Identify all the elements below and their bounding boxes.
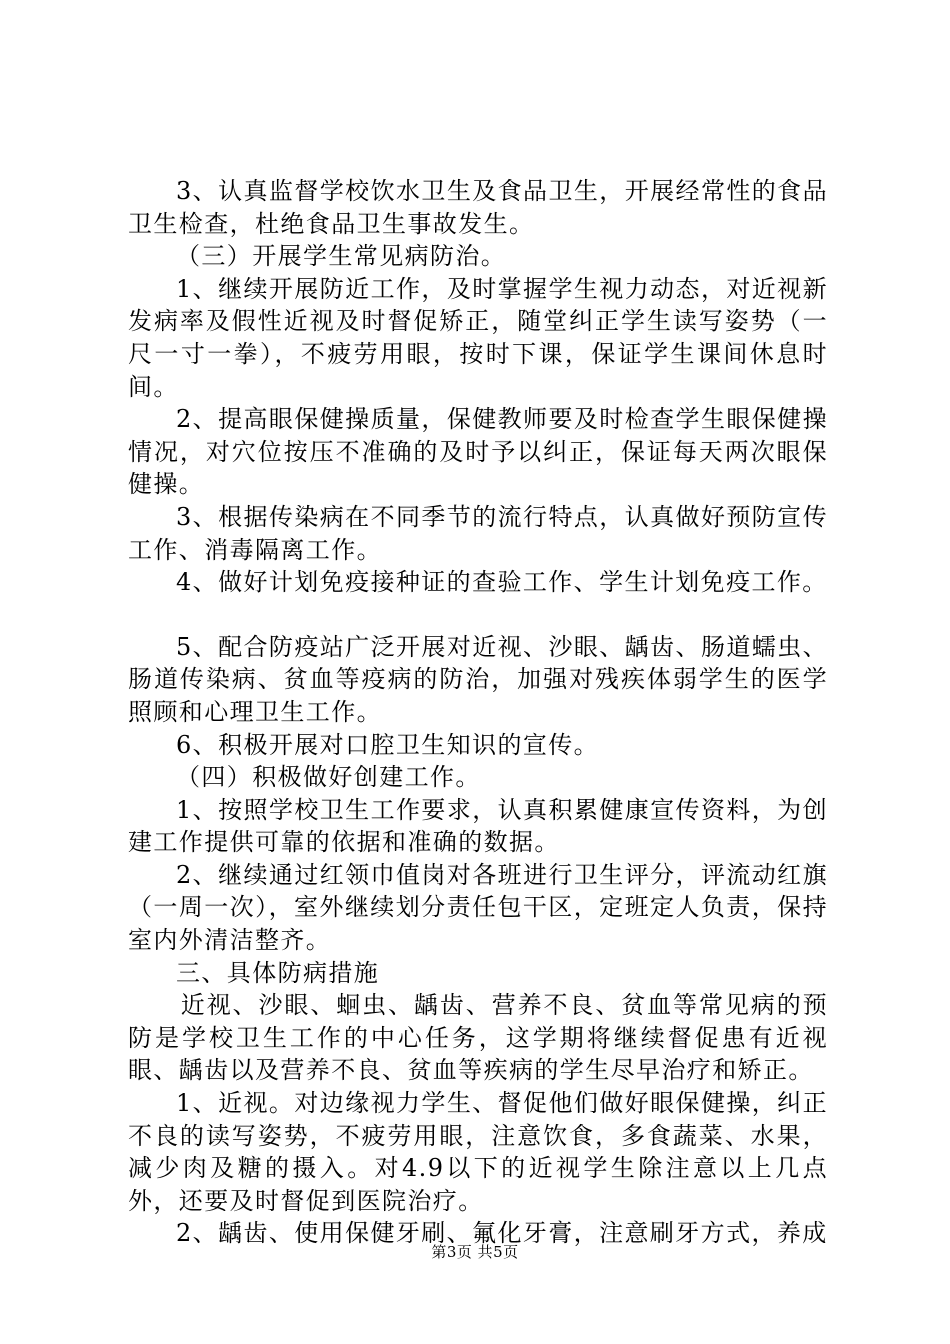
heading-prevention-measures: 三、具体防病措施: [176, 958, 380, 987]
paragraph-health-materials: 1、按照学校卫生工作要求，认真积累健康宣传资料，为创建工作提供可靠的依据和准确的数据。: [128, 795, 828, 857]
paragraph-water-food-hygiene: 3、认真监督学校饮水卫生及食品卫生，开展经常性的食品卫生检查，杜绝食品卫生事故发生。: [128, 177, 828, 238]
heading-creation-work: （四）积极做好创建工作。: [176, 763, 481, 792]
paragraph-eye-exercise: 2、提高眼保健操质量，保健教师要及时检查学生眼保健操情况，对穴位按压不准确的及时予以纠正，保证每天两次眼保健操。: [128, 405, 828, 499]
paragraph-vaccination: 4、做好计划免疫接种证的查验工作、学生计划免疫工作。: [176, 568, 828, 597]
heading-common-disease-prevention: （三）开展学生常见病防治。: [176, 242, 507, 271]
page-footer: 第3页 共5页: [431, 1243, 519, 1261]
paragraph-myopia-prevention: 1、继续开展防近工作，及时掌握学生视力动态，对近视新发病率及假性近视及时督促矫正，随堂纠正学生读写姿势（一尺一寸一拳），不疲劳用眼，按时下课，保证学生课间休息时间。: [128, 274, 828, 401]
paragraph-epidemic-station: 5、配合防疫站广泛开展对近视、沙眼、龋齿、肠道蠕虫、肠道传染病、贫血等疫病的防治，加强对残疾体弱学生的医学照顾和心理卫生工作。: [128, 632, 828, 726]
paragraph-central-task: 近视、沙眼、蛔虫、龋齿、营养不良、贫血等常见病的预防是学校卫生工作的中心任务，这学期将继续督促患有近视眼、龋齿以及营养不良、贫血等疾病的学生尽早治疗和矫正。: [128, 991, 828, 1085]
paragraph-infectious-disease: 3、根据传染病在不同季节的流行特点，认真做好预防宣传工作、消毒隔离工作。: [128, 502, 828, 564]
paragraph-oral-hygiene: 6、积极开展对口腔卫生知识的宣传。: [176, 730, 600, 759]
paragraph-myopia-measures: 1、近视。对边缘视力学生、督促他们做好眼保健操，纠正不良的读写姿势，不疲劳用眼，注意饮食，多食蔬菜、水果，减少肉及糖的摄入。对4.9以下的近视学生除注意以上几点外，还要及时督促到医院治疗。: [128, 1089, 828, 1215]
paragraph-dental-caries: 2、龋齿、使用保健牙刷、氟化牙膏，注意刷牙方式，养成: [176, 1219, 828, 1248]
paragraph-hygiene-scoring: 2、继续通过红领巾值岗对各班进行卫生评分，评流动红旗（一周一次），室外继续划分责任包干区，定班定人负责，保持室内外清洁整齐。: [128, 860, 828, 955]
body-text: [128, 175, 828, 1250]
